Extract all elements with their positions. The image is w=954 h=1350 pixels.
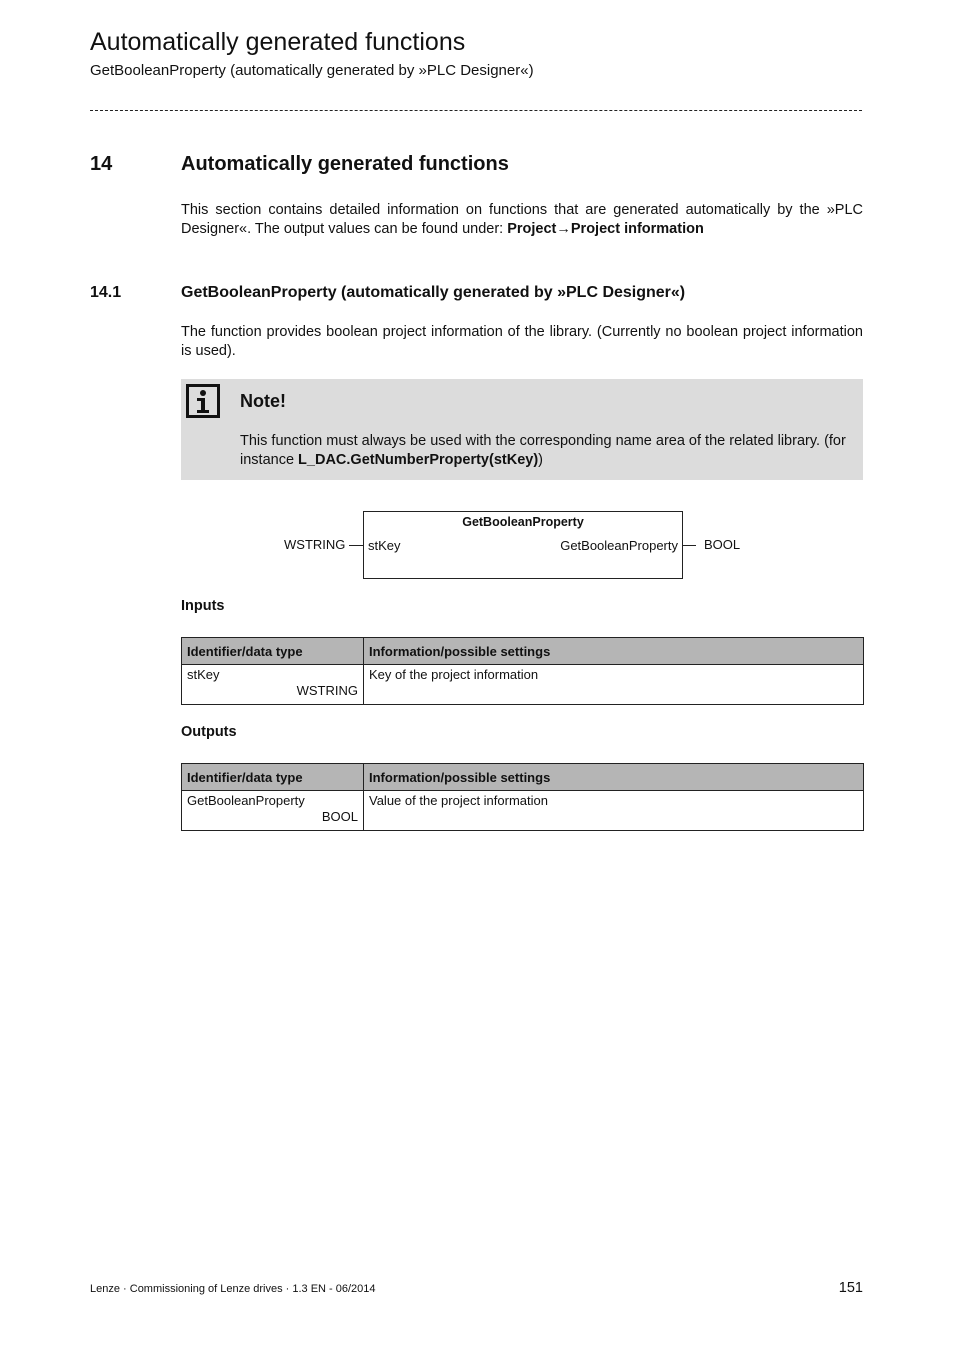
page-header-subtitle: GetBooleanProperty (automatically generated by »PLC Designer«)	[90, 62, 534, 79]
info-icon	[186, 384, 220, 418]
header-divider	[90, 110, 862, 111]
inputs-table	[181, 637, 864, 705]
identifier-cell	[182, 665, 364, 705]
column-header: Identifier/data type	[182, 638, 364, 665]
subsection-title: GetBooleanProperty (automatically generated by »PLC Designer«)	[181, 284, 686, 301]
table-header-row	[182, 764, 864, 791]
fb-input-line	[349, 545, 363, 546]
fb-output-line	[682, 545, 696, 546]
note-example: L_DAC.GetNumberProperty(stKey)	[298, 452, 539, 468]
subsection-number: 14.1	[90, 284, 122, 301]
section-intro	[181, 201, 863, 239]
fb-output-type: BOOL	[704, 537, 741, 552]
section-intro-text: This section contains detailed information on functions that are generated automatically by the »PLC Designer«. The output values can be found under:	[181, 202, 863, 237]
table-row	[182, 791, 864, 831]
table-row	[182, 665, 864, 705]
section-title: Automatically generated functions	[181, 153, 509, 175]
page-number: 151	[838, 1280, 863, 1296]
path-project-information: Project information	[570, 221, 704, 237]
section-number: 14	[90, 153, 113, 175]
subsection-description: The function provides boolean project information of the library. (Currently no boolean project information is used).	[181, 324, 863, 359]
column-header: Information/possible settings	[364, 638, 864, 665]
identifier-type: WSTRING	[296, 683, 358, 698]
page-header-title: Automatically generated functions	[90, 28, 466, 56]
fb-name: GetBooleanProperty	[462, 515, 584, 529]
outputs-heading: Outputs	[181, 724, 237, 740]
column-header: Information/possible settings	[364, 764, 864, 791]
function-block	[363, 511, 683, 579]
identifier-name: GetBooleanProperty	[187, 793, 305, 808]
note-text: This function must always be used with the corresponding name area of the related library. (for instance	[240, 433, 846, 468]
note-body	[240, 432, 850, 470]
path-arrow-icon: →	[556, 221, 571, 237]
table-header-row	[182, 638, 864, 665]
note-title: Note!	[240, 391, 286, 411]
page-footer: Lenze · Commissioning of Lenze drives · 1.3 EN - 06/2014	[90, 1283, 376, 1295]
outputs-table	[181, 763, 864, 831]
identifier-name: stKey	[187, 667, 220, 682]
path-project: Project	[507, 221, 557, 237]
info-cell: Value of the project information	[364, 791, 864, 831]
identifier-type: BOOL	[321, 809, 358, 824]
inputs-heading: Inputs	[181, 598, 225, 614]
note-box	[181, 379, 863, 480]
info-cell: Key of the project information	[364, 665, 864, 705]
column-header: Identifier/data type	[182, 764, 364, 791]
identifier-cell	[182, 791, 364, 831]
fb-input-type: WSTRING	[284, 537, 346, 552]
fb-input-name: stKey	[368, 538, 401, 553]
fb-output-name: GetBooleanProperty	[560, 538, 678, 553]
note-text-end: )	[538, 452, 543, 468]
